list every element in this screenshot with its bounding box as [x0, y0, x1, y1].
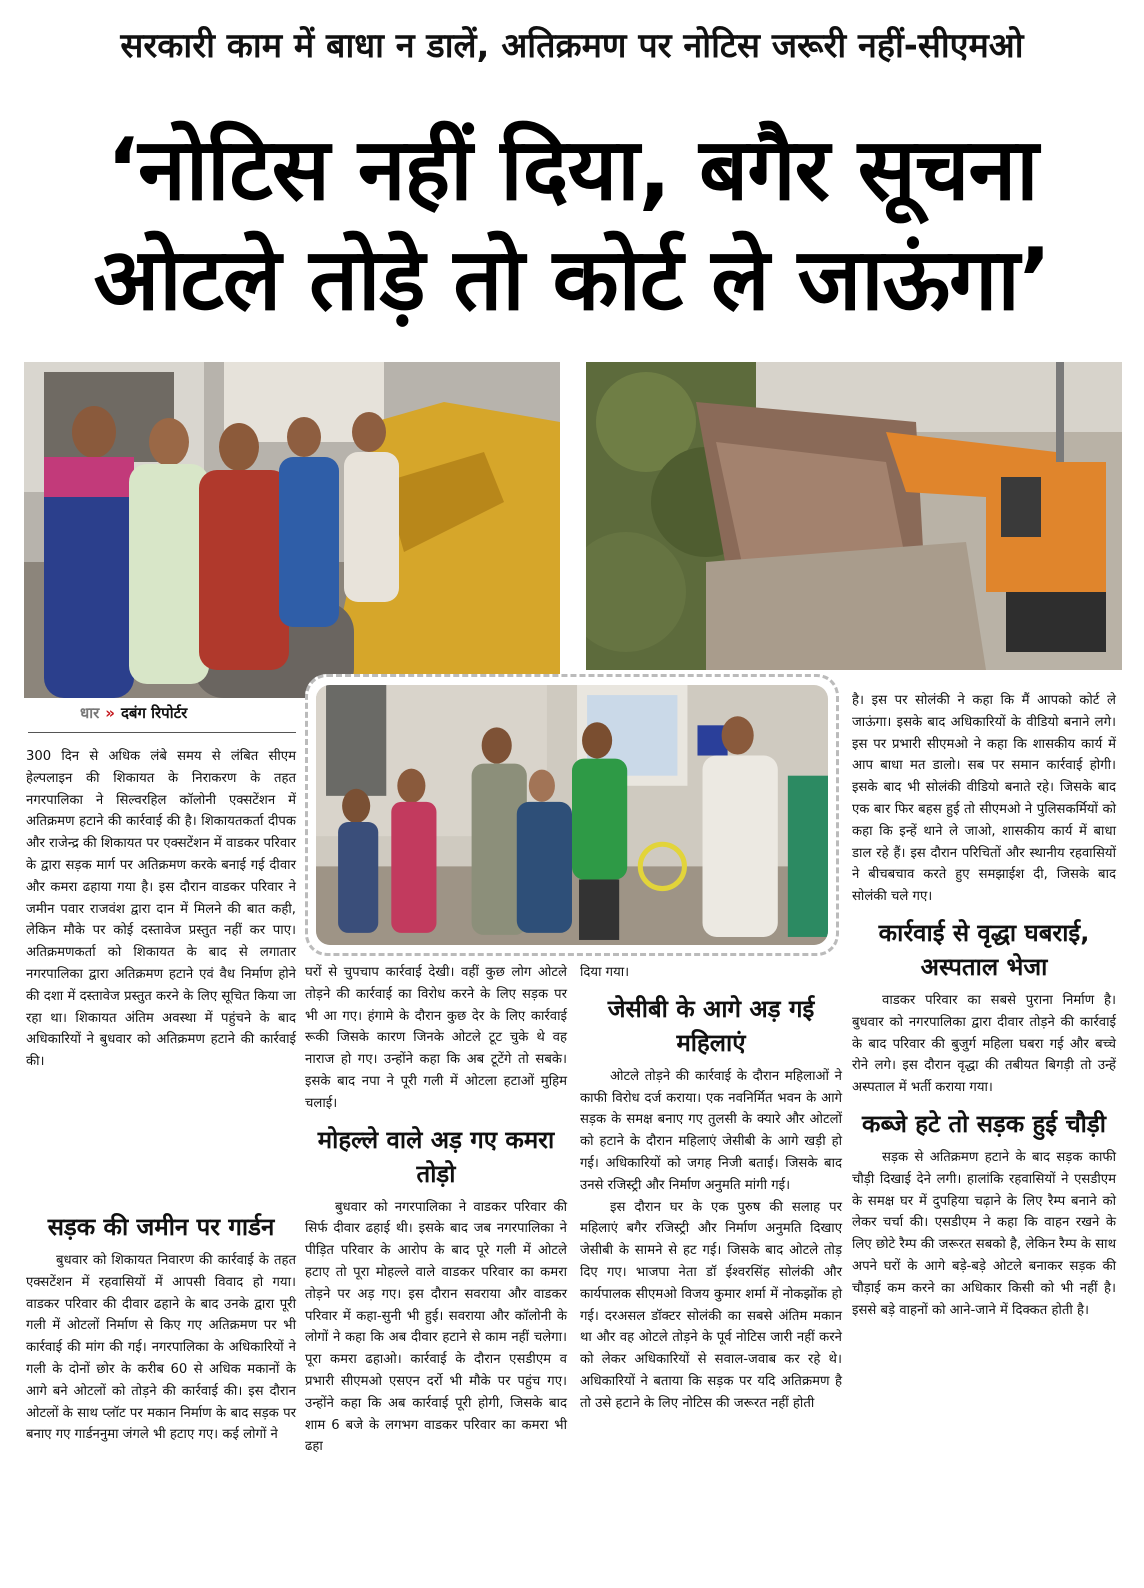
- col4-subheading-1: कार्रवाई से वृद्धा घबराई, अस्पताल भेजा: [878, 918, 1090, 981]
- col4-paragraph-0: है। इस पर सोलंकी ने कहा कि मैं आपको कोर्ट ले जाऊंगा। इसके बाद अधिकारियों के वीडियो बनाने लगे। इस पर प्रभारी सीएमओ ने कहा कि शासकीय कार्य में आप बाधा मत डालो। सब पर समान कार्रवाई होगी। इसके बाद भी सोलंकी वीडियो बनाते रहे। जिसके बाद एक बार फिर बहस हुई तो सीएमओ ने पुलिसकर्मियों को कहा कि इन्हें थाने ले जाओ, शासकीय कार्य में बाधा डाल रहे हैं। इस दौरान परिचितों और स्थानीय रहवासियों ने बीचबचाव करते हुए समझाईश दी, जिसके बाद सोलंकी चले गए।: [852, 693, 1116, 905]
- main-headline-line-1: ‘नोटिस नहीं दिया, बगैर सूचना: [106, 120, 1038, 220]
- col3-paragraph-0: दिया गया।: [580, 965, 630, 980]
- byline-divider: [28, 732, 296, 733]
- col2-paragraph-2: बुधवार को नगरपालिका ने वाडकर परिवार की सिर्फ दीवार ढहाई थी। इसके बाद जब नगरपालिका ने पीड़ित परिवार के आरोप के बाद पूरे गली में ओटले हटाए तो पूरा मोहल्ले वाले वाडकर परिवार का कमरा तोड़ने पर अड़ गए। इस दौरान सवराया और वाडकर परिवार में कहा-सुनी भी हुई। सवराया और कॉलोनी के लोगों ने कहा कि अब दीवार हटाने से काम नहीं चलेगा। पूरा कमरा ढहाओ। कार्रवाई के दौरान एसडीएम व प्रभारी सीएमओ एसएन दर्रो भी मौके पर पहुंच गए। उन्होंने कहा कि अब कार्रवाई पूरी होगी, जिसके बाद शाम 6 बजे के लगभग वाडकर परिवार का कमरा भी ढहा: [305, 1199, 567, 1455]
- col2-paragraph-1: घरों से चुपचाप कार्रवाई देखी। वहीं कुछ लोग ओटले तोड़ने की कार्रवाई का विरोध करने के लिए सड़क पर भी आ गए। हंगामे के दौरान कुछ देर के लिए कार्रवाई रूकी जिसके कारण जिनके ओटले टूट चुके थे वह नाराज हो गए। उन्होंने कहा कि अब टूटेंगे तो सबके। इसके बाद नपा ने पूरी गली में ओटला हटाओं मुहिम चलाई।: [305, 965, 567, 1111]
- article-column-4: [852, 690, 1116, 1321]
- col3-paragraph-2: इस दौरान घर के एक पुरुष की सलाह पर महिलाएं बगैर रजिस्ट्री और निर्माण अनुमति दिखाए जेसीबी के सामने से हट गई। जिसके बाद ओटले तोड़ दिए गए। भाजपा नेता डॉ ईश्वरसिंह सोलंकी और कार्यपालक सीएमओ विजय कुमार शर्मा में नोकझोंक हो गई। दरअसल डॉक्टर सोलंकी का सबसे अंतिम मकान था और वह ओटले तोड़ने के पूर्व नोटिस जारी नहीं करने को लेकर अधिकारियों से सवाल-जवाब कर रहे थे। अधिकारियों ने बताया कि सड़क पर यदि अतिक्रमण है तो उसे हटाने के लिए नोटिस की जरूरत नहीं होती: [580, 1199, 842, 1411]
- col4-paragraph-2: सड़क से अतिक्रमण हटाने के बाद सड़क काफी चौड़ी दिखाई देने लगी। हालांकि रहवासियों ने एसडीएम के समक्ष घर में दुपहिया चढ़ाने के लिए रैम्प बनाने को लेकर चर्चा की। एसडीएम ने कहा कि वाहन रखने के लिए छोटे रैम्प की जरूरत सबको है, लेकिन रैम्प के साथ अपने घरों के आगे बड़े-बड़े ओटले बनाकर सड़क की चौड़ाई कम करने का अधिकार किसी को भी नहीं है। इससे बड़े वाहनों को आने-जाने में दिक्कत होती है।: [852, 1149, 1116, 1318]
- col1-paragraph-1: 300 दिन से अधिक लंबे समय से लंबित सीएम हेल्पलाइन की शिकायत के निराकरण के तहत नगरपालिका ने सिल्वरहिल कॉलोनी एक्सटेंशन में अतिक्रमण हटाने की कार्रवाई की है। शिकायतकर्ता दीपक और राजेन्द्र की शिकायत पर एक्सटेंशन में वाडकर परिवार के द्वारा सड़क मार्ग पर अतिक्रमण करके बनाई गई दीवार और कमरा ढहाया गया है। इस दौरान वाडकर परिवार ने जमीन पवार राजवंश द्वारा दान में मिलने की बात कही, लेकिन मौके पर कोई दस्तावेज प्रस्तुत नहीं कर पाए। अतिक्रमणकर्ता को शिकायत के बाद से लगातार नगरपालिका द्वारा अतिक्रमण हटाने एवं वैध निर्माण होने की दशा में दस्तावेज प्रस्तुत करने के लिए सूचित किया जा रहा था। शिकायत अंतिम अवस्था में पहुंचने के बाद अधिकारियों ने बुधवार को अतिक्रमण हटाने की कार्रवाई की।: [26, 749, 296, 1070]
- col2-subheading: मोहल्ले वाले अड़ गए कमरा तोड़ो: [317, 1125, 555, 1188]
- kicker-headline: सरकारी काम में बाधा न डालें, अतिक्रमण पर नोटिस जरूरी नहीं-सीएमओ: [120, 26, 1024, 66]
- col1-paragraph-2: बुधवार को शिकायत निवारण की कार्रवाई के तहत एक्सटेंशन में रहवासियों में आपसी विवाद हो गया। वाडकर परिवार की दीवार ढहाने के बाद उनके द्वारा पूरी गली में ओटलों निर्माण से किए गए अतिक्रमण पर भी कार्रवाई की मांग की गई। नगरपालिका के अधिकारियों ने गली के दोनों छोर के करीब 60 से अधिक मकानों के आगे बने ओटलों को तोड़ने की कार्रवाई की। इस दौरान ओटलों के साथ प्लॉट पर मकान निर्माण के बाद सड़क पर बनाए गए गार्डननुमा जंगले भी हटाए गए। कई लोगों ने: [26, 1253, 296, 1443]
- col3-subheading: जेसीबी के आगे अड़ गई महिलाएं: [607, 994, 815, 1057]
- col4-paragraph-1: वाडकर परिवार का सबसे पुराना निर्माण है। बुधवार को नगरपालिका द्वारा दीवार तोड़ने की कार्रवाई के बाद परिवार की बुजुर्ग महिला घबरा गई और बच्चे रोने लगे। इस दौरान वृद्धा की तबीयत बिगड़ी तो उन्हें अस्पताल में भर्ती कराया गया।: [852, 992, 1116, 1096]
- article-column-1-bottom: [26, 1202, 296, 1446]
- photo-elderly-woman-escorted: [305, 674, 839, 956]
- photo-jcb-demolition: [586, 362, 1122, 670]
- byline-arrows: »: [105, 704, 115, 722]
- byline: [80, 703, 187, 723]
- byline-place: धार: [80, 704, 100, 722]
- article-column-2: [305, 962, 567, 1458]
- byline-reporter: दबंग रिपोर्टर: [120, 704, 188, 722]
- photo-women-protest: [24, 362, 560, 698]
- article-column-3: [580, 962, 842, 1415]
- main-headline-line-2: ओटले तोड़े तो कोर्ट ले जाऊंगा’: [93, 230, 1051, 330]
- col4-subheading-2: कब्जे हटे तो सड़क हुई चौड़ी: [862, 1109, 1106, 1138]
- col3-paragraph-1: ओटले तोड़ने की कार्रवाई के दौरान महिलाओं ने काफी विरोध दर्ज कराया। एक नवनिर्मित भवन के आगे सड़क के समक्ष बनाए गए तुलसी के क्यारे और ओटलों को हटाने के दौरान महिलाएं जेसीबी के आगे खड़ी हो गई। अधिकारियों को जगह निजी बताई। जिसके बाद उनसे रजिस्ट्री और निर्माण अनुमति मांगी गई।: [580, 1068, 842, 1193]
- article-column-1-top: [26, 746, 296, 1073]
- col1-subheading: सड़क की जमीन पर गार्डन: [47, 1213, 275, 1241]
